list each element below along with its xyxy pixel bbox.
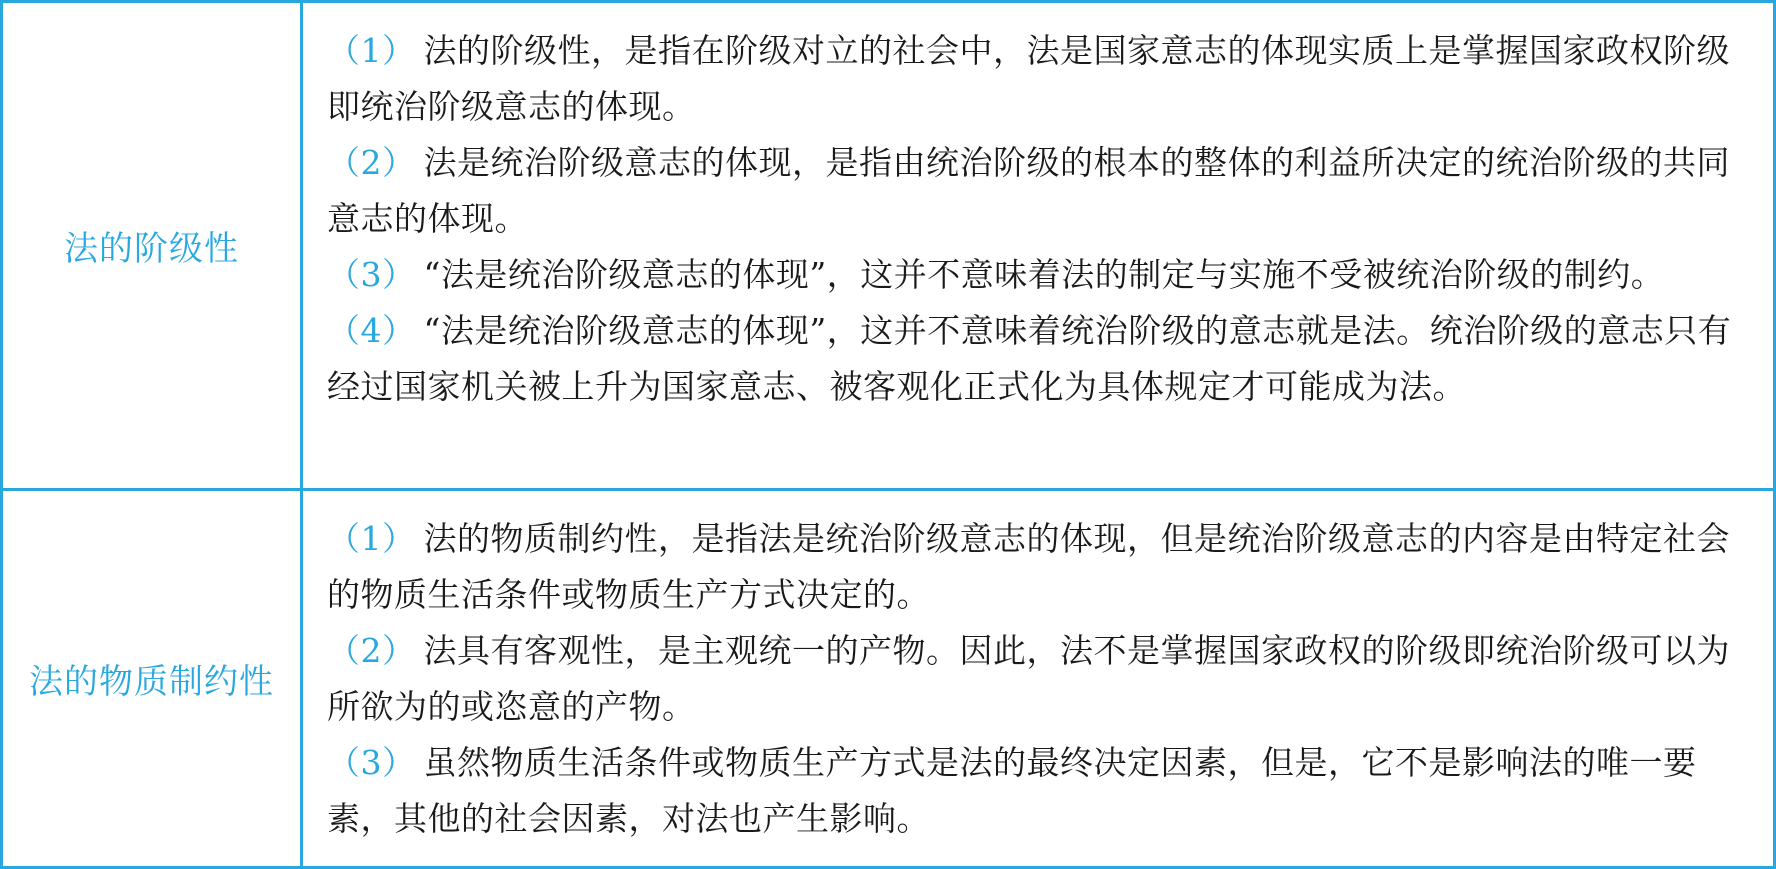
item-text: 法的物质制约性，是指法是统治阶级意志的体现，但是统治阶级意志的内容是由特定社会的物质生活条件或物质生产方式决定的。 (327, 519, 1730, 614)
row-content-class-nature (303, 3, 1773, 491)
item-text: 法的阶级性，是指在阶级对立的社会中，法是国家意志的体现实质上是掌握国家政权阶级即统治阶级意志的体现。 (327, 31, 1730, 126)
item-text: “法是统治阶级意志的体现”，这并不意味着统治阶级的意志就是法。统治阶级的意志只有经过国家机关被上升为国家意志、被客观化正式化为具体规定才可能成为法。 (327, 311, 1732, 406)
row-content-material-constraint (303, 491, 1773, 866)
row-label-text: 法的物质制约性 (29, 662, 274, 702)
list-item (327, 23, 1755, 135)
item-text: 法具有客观性，是主观统一的产物。因此，法不是掌握国家政权的阶级即统治阶级可以为所欲为的或恣意的产物。 (327, 631, 1730, 726)
item-text: 法是统治阶级意志的体现，是指由统治阶级的根本的整体的利益所决定的统治阶级的共同意志的体现。 (327, 143, 1730, 238)
row-label-class-nature (3, 3, 303, 491)
item-number: （3） (327, 743, 416, 782)
item-text: “法是统治阶级意志的体现”，这并不意味着法的制定与实施不受被统治阶级的制约。 (423, 255, 1665, 294)
item-number: （2） (327, 631, 416, 670)
item-number: （3） (327, 255, 416, 294)
item-number: （4） (327, 311, 416, 350)
item-number: （1） (327, 519, 416, 558)
item-text: 虽然物质生活条件或物质生产方式是法的最终决定因素，但是，它不是影响法的唯一要素，其他的社会因素，对法也产生影响。 (327, 743, 1697, 838)
list-item (327, 247, 1755, 303)
item-number: （2） (327, 143, 416, 182)
list-item (327, 623, 1755, 735)
list-item (327, 135, 1755, 247)
list-item (327, 303, 1755, 415)
row-label-text: 法的阶级性 (64, 229, 239, 269)
row-label-material-constraint (3, 491, 303, 866)
list-item (327, 735, 1755, 847)
list-item (327, 511, 1755, 623)
item-number: （1） (327, 31, 416, 70)
